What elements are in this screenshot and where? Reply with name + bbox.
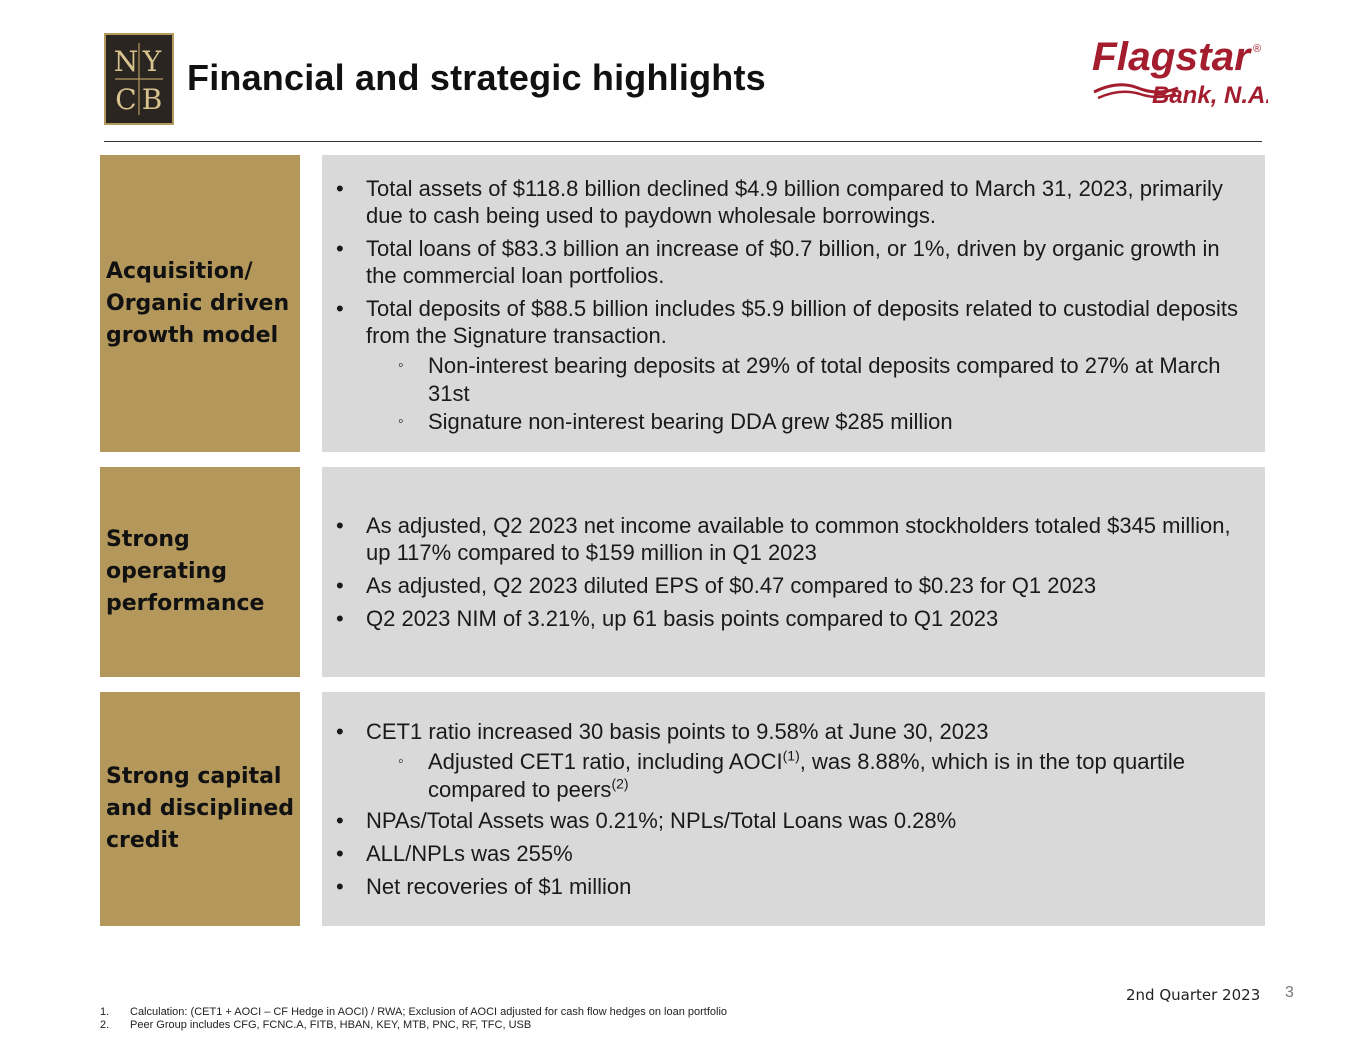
bullet-item: • As adjusted, Q2 2023 diluted EPS of $0.47 compared to $0.23 for Q1 2023 — [336, 573, 1097, 598]
footnote-item: 2. Peer Group includes CFG, FCNC.A, FITB, HBAN, KEY, MTB, PNC, RF, TFC, USB — [100, 1019, 532, 1031]
page-title: Financial and strategic highlights — [187, 57, 766, 98]
bullet-glyph: • — [336, 808, 344, 833]
flagstar-logo-suffix: Bank, N.A. — [1152, 82, 1268, 109]
logo-letter-y: Y — [142, 45, 162, 78]
bullet-item: • Total deposits of $88.5 billion includes $5.9 billion of deposits related to custodial deposits from the Signature transaction. — [336, 295, 1238, 348]
page-number: 3 — [1285, 984, 1294, 1001]
bullet-glyph: • — [336, 573, 344, 598]
section-label-text: Strong operating performance — [106, 527, 265, 616]
bullet-glyph: • — [336, 719, 344, 744]
bullet-item: • ALL/NPLs was 255% — [336, 841, 573, 866]
section-label-performance — [100, 467, 300, 677]
bullet-glyph: • — [336, 235, 344, 261]
bullet-glyph: • — [336, 874, 344, 899]
logo-letter-b: B — [141, 83, 163, 116]
sub-bullet-item: ◦ Non-interest bearing deposits at 29% of total deposits compared to 27% at March 31st — [398, 352, 1221, 406]
bullet-glyph: • — [336, 175, 344, 201]
nycb-logo — [104, 33, 174, 125]
bullet-glyph: • — [336, 513, 344, 538]
sub-bullet-glyph: ◦ — [398, 356, 404, 374]
sub-bullet-item: ◦ Signature non-interest bearing DDA grew $285 million — [398, 408, 953, 434]
footnotes — [100, 1006, 727, 1032]
bullet-item: • As adjusted, Q2 2023 net income available to common stockholders totaled $345 million, up 117% compared to $159 million in Q1 2023 — [336, 513, 1231, 565]
section-panel-capital — [322, 692, 1265, 926]
logo-letter-n: N — [113, 45, 139, 78]
bullet-item: • CET1 ratio increased 30 basis points to 9.58% at June 30, 2023 — [336, 719, 989, 744]
header-divider — [104, 141, 1262, 142]
bullet-item: • Net recoveries of $1 million — [336, 874, 632, 899]
bullet-glyph: • — [336, 606, 344, 631]
section-panel-growth — [322, 155, 1265, 452]
section-label-text: Acquisition/ Organic driven growth model — [106, 258, 290, 348]
section-label-capital — [100, 692, 300, 926]
bullet-glyph: • — [336, 295, 344, 321]
footnote-item: 1. Calculation: (CET1 + AOCI – CF Hedge in AOCI) / RWA; Exclusion of AOCI adjusted for cash flow hedges on loan portfolio — [100, 1006, 728, 1018]
flagstar-logo-name: Flagstar — [1092, 35, 1253, 79]
footer-period: 2nd Quarter 2023 — [1126, 986, 1261, 1004]
bullet-item: • NPAs/Total Assets was 0.21%; NPLs/Total Loans was 0.28% — [336, 808, 957, 833]
sub-bullet-item: ◦ Adjusted CET1 ratio, including AOCI$^{(1)}$, was 8.88%, which is in the top quartile compared to peers$^{(2)}$ — [398, 747, 1185, 802]
bullet-item: • Total loans of $83.3 billion an increase of $0.7 billion, or 1%, driven by organic growth in the commercial loan portfolios. — [336, 235, 1220, 288]
bullet-glyph: • — [336, 841, 344, 866]
section-label-text: Strong capital and disciplined credit — [106, 764, 295, 853]
sub-bullet-glyph: ◦ — [398, 412, 404, 430]
footnote-ref-2: (2) — [611, 775, 629, 792]
logo-letter-c: C — [115, 83, 137, 116]
footnote-ref-1: (1) — [782, 747, 800, 764]
bullet-item: • Total assets of $118.8 billion declined $4.9 billion compared to March 31, 2023, primarily due to cash being used to paydown wholesale borrowings. — [336, 175, 1223, 228]
sub-bullet-glyph: ◦ — [398, 753, 404, 770]
section-panel-performance — [322, 467, 1265, 677]
bullet-item: • Q2 2023 NIM of 3.21%, up 61 basis points compared to Q1 2023 — [336, 606, 999, 631]
section-label-growth — [100, 155, 300, 452]
flagstar-logo — [1088, 30, 1268, 110]
registered-mark: ® — [1253, 43, 1262, 55]
